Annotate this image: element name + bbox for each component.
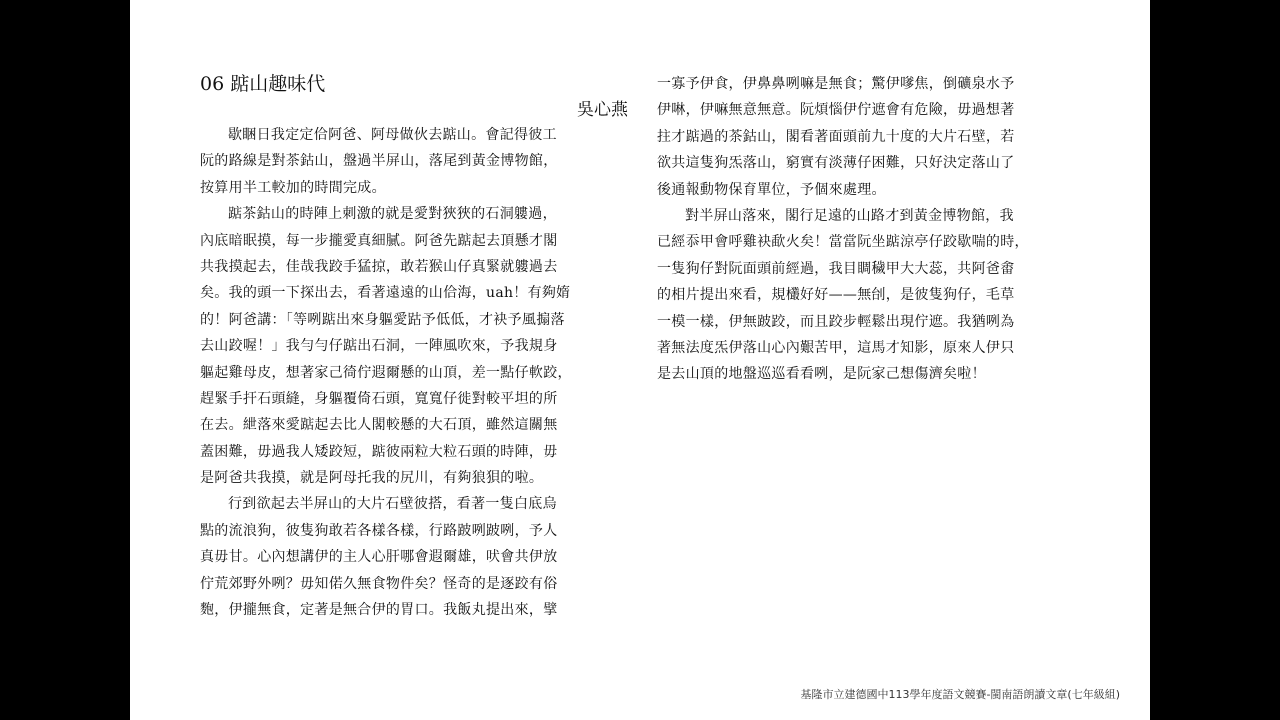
text-line: 行到欲起去半屏山的大片石壁彼搭，看著一隻白底烏 <box>228 496 557 513</box>
text-line: 一寡予伊食，伊鼻鼻咧嘛是無食；驚伊嗲焦，倒礦泉水予 <box>657 76 1015 92</box>
text-line: 一模一樣，伊無跛跤，而且跤步輕鬆出現佇遮。我猶咧為 <box>657 313 1015 330</box>
text-line: 軀起雞母皮，想著家己徛佇遐爾懸的山頂，差一點仔軟跤， <box>200 364 572 381</box>
text-line: 麭，伊攏無食，定著是無合伊的胃口。我飯丸提出來，擘 <box>200 602 558 619</box>
text-line: 歇睏日我定定佮阿爸、阿母做伙去踮山。會記得彼工 <box>228 127 557 143</box>
text-line: 去山跤喔！」我勻勻仔踮出石洞，一陣風吹來，予我規身 <box>200 338 558 355</box>
text-line: 對半屏山落來，閣行足遠的山路才到黃金博物館，我 <box>685 207 1014 224</box>
right-column-text <box>657 71 1085 388</box>
page-footer: 基隆市立建德國中113學年度語文競賽-閩南語朗讀文章(七年級組) <box>800 688 1120 701</box>
text-line: 拄才踮過的茶鈷山，閣看著面頭前九十度的大片石壁，若 <box>657 128 1015 145</box>
text-line: 欲共這隻狗炁落山，窮實有淡薄仔困難，只好決定落山了 <box>657 155 1015 172</box>
text-line: 點的流浪狗，彼隻狗敢若各樣各樣，行路跛咧跛咧，予人 <box>200 522 558 539</box>
text-line: 著無法度炁伊落山心內艱苦甲，這馬才知影，原來人伊只 <box>657 339 1015 356</box>
article-title: 06 踮山趣味代 <box>200 73 326 95</box>
article-author: 吳心燕 <box>577 100 628 120</box>
text-line: 共我摸起去，佳哉我跤手猛掠，敢若猴山仔真緊就軁過去 <box>200 258 558 275</box>
text-line: 內底暗眠摸，每一步攏愛真細膩。阿爸先踮起去頂懸才閣 <box>200 232 558 249</box>
text-line: 佇荒郊野外咧？毋知偌久無食物件矣？怪奇的是逐跤有俗 <box>200 575 558 592</box>
text-line: 矣。我的頭一下探出去，看著遠遠的山佮海，uah！有夠媠 <box>200 285 571 302</box>
text-line: 是阿爸共我摸，就是阿母托我的尻川，有夠狼狽的啦。 <box>200 470 544 487</box>
text-line: 是去山頂的地盤巡巡看看咧，是阮家己想傷濟矣啦！ <box>657 366 986 383</box>
left-column <box>200 70 628 623</box>
left-column-text <box>200 122 628 623</box>
text-line: 的相片提出來看，規欉好好——無刣，是彼隻狗仔，毛草 <box>657 287 1015 304</box>
text-line: 真毋甘。心內想講伊的主人心肝哪會遐爾雄，吠會共伊放 <box>200 549 558 566</box>
text-line: 伊啉，伊嘛無意無意。阮煩惱伊佇遮會有危險，毋過想著 <box>657 102 1015 119</box>
text-line: 的！阿爸講：「等咧踮出來身軀愛跍予低低，才袂予風搧落 <box>200 311 565 328</box>
text-line: 蓋困難，毋過我人矮跤短，踮彼兩粒大粒石頭的時陣，毋 <box>200 443 558 460</box>
text-line: 阮的路線是對茶鈷山，盤過半屏山，落尾到黃金博物館， <box>200 153 558 170</box>
right-column <box>657 71 1085 388</box>
text-line: 按算用半工較加的時間完成。 <box>200 179 386 196</box>
text-line: 踮茶鈷山的時陣上刺激的就是愛對狹狹的石洞軁過， <box>228 206 557 223</box>
text-line: 後通報動物保育單位，予個來處理。 <box>657 181 886 198</box>
text-line: 已經忝甲會呼雞袂歃火矣！當當阮坐踮涼亭仔跤歇喘的時， <box>657 234 1029 251</box>
document-page <box>130 0 1150 720</box>
text-line: 一隻狗仔對阮面頭前經過，我目睭穢甲大大蕊，共阿爸畬 <box>657 260 1015 277</box>
text-line: 趕緊手扞石頭縫，身軀覆倚石頭，寬寬仔徙對較平坦的所 <box>200 390 558 407</box>
text-line: 在去。紲落來愛踮起去比人閣較懸的大石頂，雖然這關無 <box>200 417 558 434</box>
